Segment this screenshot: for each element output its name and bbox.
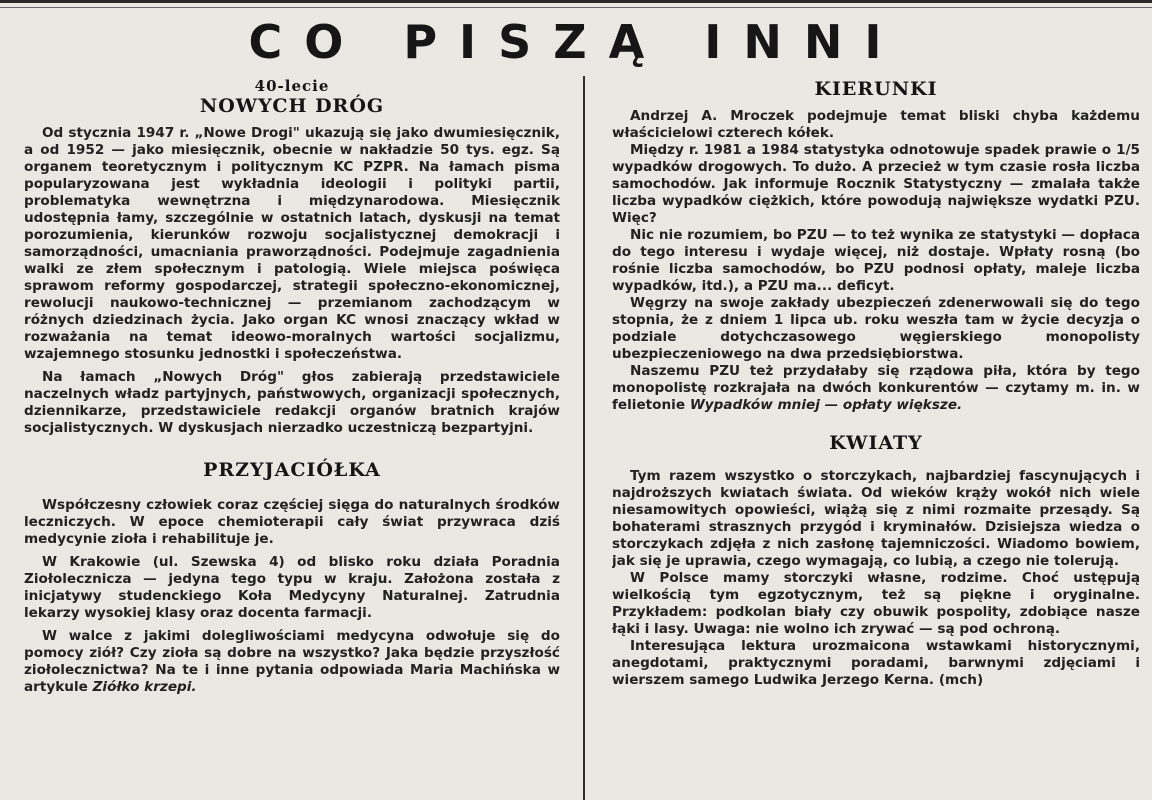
article-title: Wypadków mniej — opłaty większe. [689,397,963,413]
section-heading-nowych-drog: NOWYCH DRÓG [199,95,385,117]
page-title: CO PISZĄ INNI [248,15,904,69]
paragraph-kierunki-2: Między r. 1981 a 1984 statystyka odnotowuje spadek prawie o 1/5 wypadków drogowych. To dużo. A przecież w tym czasie rosła liczba samochodów. Jak informuje Rocznik Statystyczny — zmalała także liczba wypadków ciężkich, które powodują największe wydatki PZU. Więc? [612,142,1140,226]
left-column [24,72,560,800]
paragraph-kierunki-3: Nic nie rozumiem, bo PZU — to też wynika ze statystyki — dopłaca do tego interesu i wydaje więcej, niż dostaje. Wpłaty rosną (bo rośnie liczba samochodów, bo PZU podnosi opłaty, maleje liczba wypadków, itd.), a PZU ma... deficyt. [612,227,1140,294]
paragraph-przyjaciolka-3-text: W walce z jakimi dolegliwościami medycyna odwołuje się do pomocy ziół? Czy zioła są dobre na wszystko? Jaka będzie przyszłość ziołolecznictwa? Na te i inne pytania odpowiada [24,628,560,678]
paragraph-kierunki-4: Węgrzy na swoje zakłady ubezpieczeń zdenerwowali się do tego stopnia, że z dniem 1 lipca ub. roku weszła tam w życie decyzja o podziale dotychczasowego węgierskiego monopolisty ubezpieczeniowego na dwa przedsiębiorstwa. [612,295,1140,362]
paragraph-nowe-drogi-1: Od stycznia 1947 r. „Nowe Drogi" ukazują się jako dwumiesięcznik, a od 1952 — jako miesięcznik, obecnie w nakładzie 50 tys. egz. Są organem teoretycznym i politycznym KC PZPR. Na łamach pisma popularyzowana jest wykładnia ideologii i polityki partii, problematyka wewnętrzna i międzynarodowa. Miesięcznik udostępnia łamy, szczególnie w ostatnich latach, dyskusji na temat porozumienia, kierunków rozwoju socjalistycznej demokracji i samorządności, umacniania praworządności. Podejmuje zagadnienia walki ze złem społecznym i patologią. Wiele miejsca poświęca sprawom reformy gospodarczej, strategii społeczno-ekonomicznej, rewolucji naukowo-technicznej — przemianom zachodzącym w różnych dziedzinach życia. Jako organ KC wnosi znaczący wkład w rozważania na temat ideowo-moralnych wartości socjalizmu, wzajemnego stosunku jednostki i społeczeństwa. [24,125,560,362]
section-heading-kwiaty: KWIATY [829,432,923,454]
top-rule-thin [0,7,1152,8]
signature: (mch) [938,672,984,688]
author-name: Ludwika Jerzego Kerna. [753,672,935,688]
paragraph-kwiaty-2: W Polsce mamy storczyki własne, rodzime. Choć ustępują wielkością tym egzotycznym, też są piękne i oryginalne. Przykładem: podkolan biały czy obuwik pospolity, zdobiące nasze łąki i lasy. Uwaga: nie wolno ich zrywać — są pod ochroną. [612,570,1140,637]
column-divider [583,76,585,800]
author-name: Maria Machińska [410,662,541,678]
paragraph-przyjaciolka-3 [24,628,560,696]
author-name: Andrzej A. Mroczek [630,108,795,124]
paragraph-kierunki-5 [612,363,1140,414]
paragraph-kierunki-1 [612,108,1140,142]
article-title: Ziółko krzepi. [92,679,197,695]
paragraph-przyjaciolka-1: Współczesny człowiek coraz częściej sięga do naturalnych środków leczniczych. W epoce chemioterapii cały świat przywraca dziś medycynie zioła i rehabilituje je. [24,497,560,547]
right-column [612,72,1140,800]
paragraph-kwiaty-3 [612,638,1140,689]
top-rule [0,0,1152,3]
paragraph-kwiaty-3-text: Interesująca lektura urozmaicona wstawkami historycznymi, anegdotami, praktycznymi poradami, barwnymi zdjęciami i wierszem samego [612,638,1140,688]
section-heading-kierunki: KIERUNKI [814,78,938,100]
paragraph-kierunki-1-text: podejmuje temat bliski chyba każdemu właścicielowi czterech kółek. [612,108,1140,141]
paragraph-connector: w artykule [24,662,560,695]
paragraph-nowe-drogi-2: Na łamach „Nowych Dróg" głos zabierają przedstawiciele naczelnych władz partyjnych, państwowych, organizacji społecznych, dziennikarze, przedstawiciele redakcji organów bratnich krajów socjalistycznych. W dyskusjach nierzadko uczestniczą bezpartyjni. [24,369,560,436]
paragraph-przyjaciolka-2: W Krakowie (ul. Szewska 4) od blisko roku działa Poradnia Ziołolecznicza — jedyna tego typu w kraju. Założona została z inicjatywy studenckiego Koła Medycyny Naturalnej. Zatrudnia lekarzy wysokiej klasy oraz docenta farmacji. [24,554,560,621]
paragraph-kierunki-5-text: Naszemu PZU też przydałaby się rządowa piła, która by tego monopolistę rozkrajała na dwóch konkurentów — czytamy m. in. w felietonie [612,363,1140,413]
paragraph-kwiaty-1: Tym razem wszystko o storczykach, najbardziej fascynujących i najdroższych kwiatach świata. Od wieków krąży wokół nich wiele niesamowitych opowieści, wiążą się z nimi rozmaite przesądy. Są bohaterami strasznych przygód i kryminałów. Dzisiejsza wiedza o storczykach zdjęła z nich zasłonę tajemniczości. Wiadomo bowiem, jak się je uprawia, czego wymagają, co lubią, a czego nie tolerują. [612,468,1140,569]
section-kicker-40-lecie: 40-lecie [254,77,330,95]
section-heading-przyjaciolka: PRZYJACIÓŁKA [203,459,381,481]
